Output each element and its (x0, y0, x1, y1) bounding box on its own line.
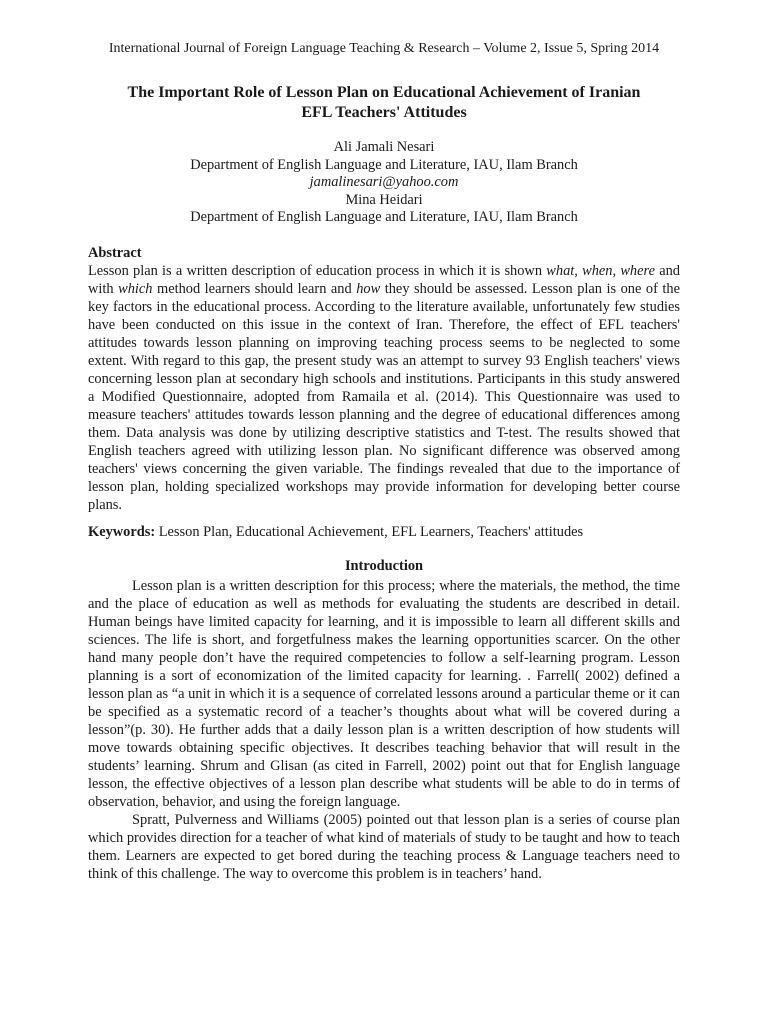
introduction-paragraph-1: Lesson plan is a written description for this process; where the materials, the method, the time and the place of education as well as methods for evaluating the students are described in detail. Human beings have limited capacity for learning, and it is impossible to learn all different skills and sciences. The life is short, and forgetfulness makes the learning opportunities scarcer. On the other hand many people don’t have the required competencies to follow a self-learning program. Lesson planning is a sort of economization of the limited capacity for learning. . Farrell( 2002) defined a lesson plan as “a unit in which it is a sequence of correlated lessons around a particular theme or it can be specified as a systematic record of a teacher’s thoughts about what will be covered during a lesson”(p. 30). He further adds that a daily lesson plan is a written description of how students will move towards obtaining specific objectives. It describes teaching behavior that will result in the students’ learning. Shrum and Glisan (as cited in Farrell, 2002) point out that for English language lesson, the effective objectives of a lesson plan describe what students will be able to do in terms of observation, behavior, and using the foreign language. (88, 577, 680, 810)
abstract-emphasis-1: what, when, where (546, 262, 655, 279)
introduction-heading: Introduction (344, 557, 424, 574)
author-block (88, 139, 680, 227)
keywords-text: Lesson Plan, Educational Achievement, EFL Learners, Teachers' attitudes (155, 523, 584, 540)
author-1-affiliation: Department of English Language and Literature, IAU, Ilam Branch (190, 156, 578, 173)
abstract-heading: Abstract (88, 244, 142, 261)
paper-title (88, 83, 680, 123)
author-1-email: jamalinesari@yahoo.com (309, 174, 459, 190)
author-1-name: Ali Jamali Nesari (333, 139, 435, 155)
keywords-label: Keywords: (88, 523, 156, 540)
abstract-emphasis-3: how (356, 280, 381, 297)
keywords-line (88, 523, 680, 541)
abstract-text-3: method learners should learn and (152, 280, 357, 297)
author-2-affiliation: Department of English Language and Literature, IAU, Ilam Branch (190, 209, 578, 225)
abstract-text-1: Lesson plan is a written description of education process in which it is shown (88, 262, 547, 279)
introduction-paragraph-2: Spratt, Pulverness and Williams (2005) pointed out that lesson plan is a series of course plan which provides direction for a teacher of what kind of materials of study to be taught and how to teach them. Learners are expected to get bored during the teaching process & Language teachers need to think of this challenge. The way to overcome this problem is in teachers’ hand. (88, 811, 680, 882)
paper-title-line-1: The Important Role of Lesson Plan on Educational Achievement of Iranian (127, 84, 641, 101)
paper-title-line-2: EFL Teachers' Attitudes (301, 104, 467, 121)
journal-header: International Journal of Foreign Language Teaching & Research – Volume 2, Issue 5, Spring 2014 (108, 41, 660, 56)
author-2-name: Mina Heidari (345, 191, 423, 208)
abstract-text-4: they should be assessed. Lesson plan is one of the key factors in the educational process. According to the literature available, unfortunately few studies have been conducted on this issue in the context of Iran. Therefore, the effect of EFL teachers' attitudes towards lesson planning on improving teaching process seems to be neglected to some extent. With regard to this gap, the present study was an attempt to survey 93 English teachers' views concerning lesson plan at secondary high schools and institutions. Participants in this study answered a Modified Questionnaire, adopted from Ramaila et al. (2014). This Questionnaire was used to measure teachers' attitudes towards lesson planning and the degree of educational differences among them. Data analysis was done by utilizing descriptive statistics and T-test. The results showed that English teachers agreed with utilizing lesson plan. No significant difference was observed among teachers' views concerning the given variable. The findings revealed that due to the importance of lesson plan, holding specialized workshops may provide information for developing better course plans. (88, 280, 680, 513)
abstract-body (88, 262, 680, 514)
abstract-emphasis-2: which (118, 280, 153, 297)
abstract-text-2: and with (88, 262, 680, 297)
